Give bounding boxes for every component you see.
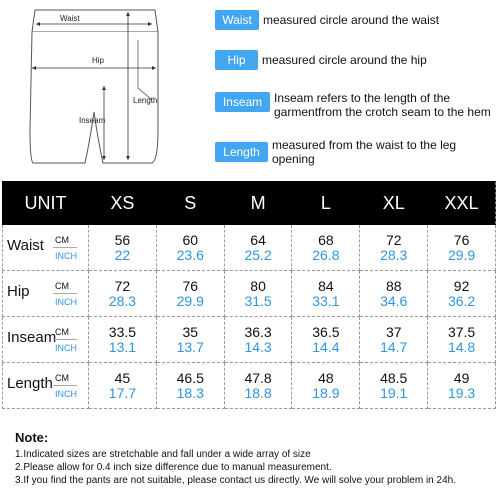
- table-cell: [428, 317, 496, 363]
- unit-cm-label: CM: [55, 327, 69, 337]
- legend-text-waist: measured circle around the waist: [263, 13, 440, 27]
- notes-section: [15, 430, 495, 487]
- table-cell: [428, 225, 496, 271]
- legend-tag-hip: Hip: [215, 50, 258, 70]
- value-cm: 37: [385, 323, 402, 340]
- value-inch: 34.6: [380, 292, 408, 309]
- value-inch: 13.1: [108, 338, 137, 355]
- table-row-waist: [3, 225, 496, 271]
- value-cm: 80: [250, 277, 266, 294]
- table-cell: [224, 317, 292, 363]
- value-inch: 14.4: [312, 338, 340, 355]
- legend-item-hip: [215, 50, 427, 70]
- value-inch: 23.6: [176, 246, 204, 263]
- header-size-m: M: [224, 182, 292, 225]
- value-cm: 72: [385, 231, 402, 248]
- value-cm: 37.5: [447, 323, 476, 340]
- value-inch: 18.9: [312, 384, 340, 401]
- legend-tag-inseam: Inseam: [215, 92, 270, 112]
- header-size-xxl: XXL: [428, 182, 496, 225]
- unit-divider: [53, 385, 77, 386]
- table-cell: [360, 225, 428, 271]
- legend-item-waist: [215, 10, 439, 30]
- value-cm: 72: [114, 277, 131, 294]
- table-cell: [292, 271, 360, 317]
- value-cm: 36.3: [244, 323, 272, 340]
- measure-name: Length: [7, 375, 53, 392]
- value-cm: 35: [182, 323, 199, 340]
- table-cell: [156, 271, 224, 317]
- table-row-length: [3, 363, 496, 409]
- header-unit: UNIT: [3, 182, 89, 225]
- value-cm: 36.5: [312, 323, 340, 340]
- value-inch: 19.1: [380, 384, 408, 401]
- table-cell: [360, 363, 428, 409]
- value-inch: 22: [114, 246, 131, 263]
- measurement-legend: [215, 0, 500, 170]
- legend-text-length: measured from the waist to the leg opening: [272, 138, 457, 166]
- table-cell: [292, 225, 360, 271]
- value-inch: 18.8: [244, 384, 272, 401]
- diagram-label-hip: Hip: [92, 56, 105, 65]
- measure-name: Waist: [7, 237, 44, 254]
- value-cm: 45: [114, 369, 131, 386]
- table-cell: [360, 317, 428, 363]
- diagram-label-length: Length: [133, 96, 158, 105]
- value-cm: 33.5: [108, 323, 137, 340]
- value-inch: 14.8: [447, 338, 476, 355]
- table-cell: [156, 363, 224, 409]
- value-cm: 60: [182, 231, 199, 248]
- value-inch: 26.8: [312, 246, 340, 263]
- table-cell: [428, 271, 496, 317]
- value-cm: 84: [318, 277, 334, 294]
- value-cm: 48.5: [380, 369, 408, 386]
- table-header-row: [3, 182, 496, 225]
- note-item: 2.Please allow for 0.4 inch size difference due to manual measurement.: [15, 462, 332, 473]
- table-cell: [224, 363, 292, 409]
- table-cell: [360, 271, 428, 317]
- value-cm: 88: [385, 277, 402, 294]
- value-cm: 76: [182, 277, 199, 294]
- unit-cm-label: CM: [55, 373, 69, 383]
- unit-divider: [53, 293, 77, 294]
- value-cm: 64: [250, 231, 266, 248]
- unit-cm-label: CM: [55, 235, 69, 245]
- value-inch: 13.7: [176, 338, 204, 355]
- value-cm: 48: [318, 369, 334, 386]
- table-cell: [89, 363, 157, 409]
- value-inch: 18.3: [176, 384, 204, 401]
- legend-text-hip: measured circle around the hip: [262, 53, 427, 67]
- unit-divider: [53, 247, 77, 248]
- header-size-xl: XL: [360, 182, 428, 225]
- unit-cm-label: CM: [55, 281, 69, 291]
- row-header-length: [3, 363, 89, 409]
- value-inch: 14.7: [380, 338, 408, 355]
- note-item: 1.Indicated sizes are stretchable and fall under a wide array of size: [15, 449, 311, 460]
- header-size-l: L: [292, 182, 360, 225]
- measure-name: Hip: [7, 283, 30, 300]
- measure-name: Inseam: [7, 329, 57, 346]
- value-inch: 14.3: [244, 338, 272, 355]
- unit-divider: [53, 339, 77, 340]
- value-cm: 46.5: [176, 369, 204, 386]
- legend-tag-waist: Waist: [215, 10, 259, 30]
- value-inch: 33.1: [312, 292, 340, 309]
- value-cm: 56: [114, 231, 131, 248]
- shorts-outline-icon: [0, 0, 200, 170]
- header-size-s: S: [156, 182, 224, 225]
- notes-title: Note:: [15, 430, 49, 445]
- value-inch: 36.2: [447, 292, 476, 309]
- size-chart-table: [2, 181, 496, 409]
- value-cm: 68: [318, 231, 334, 248]
- value-inch: 29.9: [447, 246, 476, 263]
- unit-inch-label: INCH: [55, 389, 77, 399]
- row-header-inseam: [3, 317, 89, 363]
- table-cell: [89, 225, 157, 271]
- table-row-inseam: [3, 317, 496, 363]
- value-cm: 76: [453, 231, 470, 248]
- legend-tag-length: Length: [215, 142, 268, 162]
- unit-inch-label: INCH: [55, 343, 77, 353]
- table-cell: [224, 225, 292, 271]
- shorts-measurement-diagram: [0, 0, 200, 170]
- value-inch: 19.3: [447, 384, 476, 401]
- value-cm: 49: [453, 369, 470, 386]
- legend-item-length: [215, 138, 500, 166]
- row-header-hip: [3, 271, 89, 317]
- unit-inch-label: INCH: [55, 251, 77, 261]
- row-header-waist: [3, 225, 89, 271]
- table-cell: [224, 271, 292, 317]
- diagram-label-waist: Waist: [60, 14, 80, 23]
- table-row-hip: [3, 271, 496, 317]
- value-cm: 47.8: [244, 369, 272, 386]
- legend-item-inseam: [215, 91, 499, 119]
- table-cell: [156, 225, 224, 271]
- table-cell: [292, 363, 360, 409]
- table-cell: [292, 317, 360, 363]
- value-inch: 28.3: [108, 292, 137, 309]
- legend-text-inseam: Inseam refers to the length of the garmentfrom the crotch seam to the hem: [274, 91, 491, 119]
- unit-inch-label: INCH: [55, 297, 77, 307]
- table-cell: [156, 317, 224, 363]
- value-inch: 29.9: [176, 292, 204, 309]
- table-cell: [89, 271, 157, 317]
- header-size-xs: XS: [89, 182, 157, 225]
- value-inch: 31.5: [244, 292, 272, 309]
- value-inch: 28.3: [380, 246, 408, 263]
- table-cell: [89, 317, 157, 363]
- value-inch: 25.2: [244, 246, 272, 263]
- note-item: 3.If you find the pants are not suitable, please contact us directly. We will solve your problem in 24h.: [15, 475, 456, 486]
- diagram-label-inseam: Inseam: [79, 116, 106, 125]
- table-cell: [428, 363, 496, 409]
- value-cm: 92: [453, 277, 470, 294]
- value-inch: 17.7: [108, 384, 137, 401]
